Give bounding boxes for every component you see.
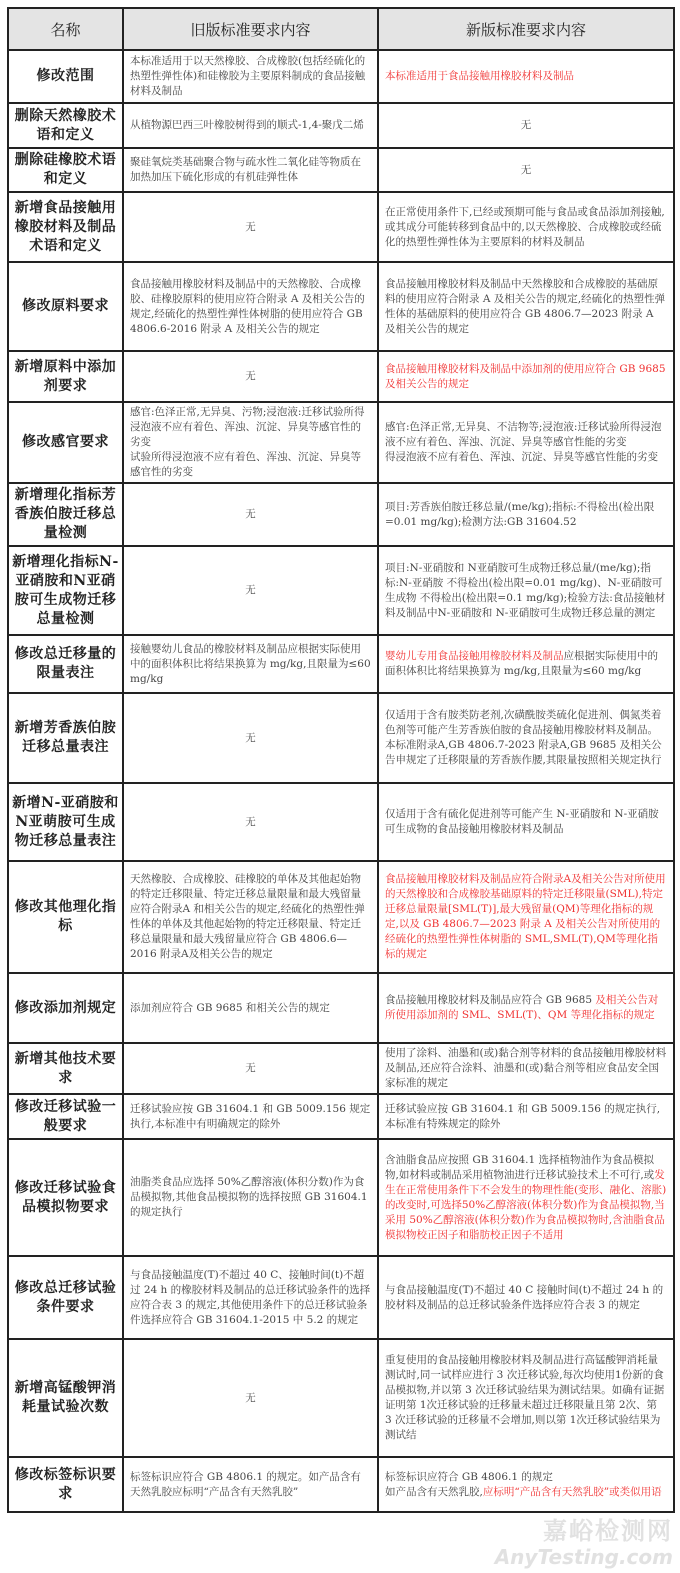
text-segment: 无 xyxy=(245,508,256,520)
highlighted-text: 婴幼儿专用食品接触用橡胶材料及制品 xyxy=(385,650,564,662)
table-row xyxy=(8,1043,674,1094)
table-row xyxy=(8,973,674,1043)
new-requirement xyxy=(378,783,674,861)
highlighted-text: 应标明“产品含有天然乳胶”或类似用语 xyxy=(482,1485,662,1498)
new-requirement xyxy=(378,1256,674,1339)
row-name: 新增芳香族伯胺迁移总量表注 xyxy=(8,693,123,783)
text-segment: 迁移试验应按 GB 31604.1 和 GB 5009.156 规定执行,本标准中有明确规定的除外 xyxy=(130,1102,371,1130)
old-requirement xyxy=(123,546,378,635)
text-segment: 从植物源巴西三叶橡胶树得到的顺式-1,4-聚戊二烯 xyxy=(130,119,364,131)
watermark-en: AnyTesting.com xyxy=(494,1545,673,1569)
new-requirement xyxy=(378,103,674,148)
text-segment: 与食品接触温度(T)不超过 40 C、接触时间(t)不超过 24 h 的橡胶材料及制品的总迁移试验条件的选择应符合表 3 的规定,其他使用条件下的总迁移试验条件选择应符合 GB 31604.1-2015 中 5.2 的规定 xyxy=(130,1268,371,1326)
text-segment: 无 xyxy=(245,731,256,744)
text-segment: 无 xyxy=(245,220,256,233)
old-requirement xyxy=(123,402,378,483)
table-row xyxy=(8,635,674,693)
new-requirement xyxy=(378,262,674,351)
text-segment: 项目:芳香族伯胺迁移总量/(me/kg);指标:不得检出(检出限=0.01 mg/kg);检测方法:GB 31604.52 xyxy=(385,500,655,528)
text-segment: 天然橡胶、合成橡胶、硅橡胶的单体及其他起始物的特定迁移限量、特定迁移总量限量和最大残留量应符合附录A 和相关公告的规定,经硫化的热塑性弹性体的单体及其他起始物的特定迁移限量、特定迁移总量限量和最大残留量应符合 GB 4806.6—2016 附录A及相关公告的规定 xyxy=(130,873,365,960)
text-segment: 食品接触用橡胶材料及制品中的天然橡胶、合成橡胶、硅橡胶原料的使用应符合附录 A 及相关公告的规定,经硫化的热塑性弹性体树脂的使用应符合 GB 4806.6-2016 附录 A 及相关公告的规定 xyxy=(130,277,365,335)
old-requirement xyxy=(123,1043,378,1094)
old-requirement xyxy=(123,103,378,148)
row-name: 修改迁移试验食品模拟物要求 xyxy=(8,1139,123,1256)
table-row xyxy=(8,1256,674,1339)
text-segment: 含油脂食品应按照 GB 31604.1 选择植物油作为食品模拟物,如材料或制品采用植物油进行迁移试验技术上不可行,或 xyxy=(385,1153,655,1181)
row-name: 修改范围 xyxy=(8,50,123,103)
row-name: 删除天然橡胶术语和定义 xyxy=(8,103,123,148)
row-name: 新增原料中添加剂要求 xyxy=(8,351,123,402)
row-name: 修改感官要求 xyxy=(8,402,123,483)
table-row xyxy=(8,861,674,973)
table-row xyxy=(8,262,674,351)
watermark-cn: 嘉峪检测网 xyxy=(543,1516,673,1545)
old-requirement xyxy=(123,192,378,262)
table-row xyxy=(8,783,674,861)
new-requirement xyxy=(378,148,674,192)
new-requirement xyxy=(378,973,674,1043)
new-requirement xyxy=(378,693,674,783)
new-requirement xyxy=(378,1094,674,1139)
old-requirement xyxy=(123,1256,378,1339)
text-segment: 迁移试验应按 GB 31604.1 和 GB 5009.156 的规定执行,本标准有特殊规定的除外 xyxy=(385,1102,661,1130)
text-segment: 聚硅氧烷类基础聚合物与疏水性二氧化硅等物质在加热加压下硫化形成的有机硅弹性体 xyxy=(130,156,361,183)
text-segment: 重复使用的食品接触用橡胶材料及制品进行高锰酸钾消耗量测试时,同一试样应进行 3 次迁移试验,每次均使用1份新的食品模拟物,并以第 3 次迁移试验结果为测试结果。如确有证据证明第 1次迁移试验的迁移量未超过迁移限量且第 2次、第 3 次迁移试验的迁移量不会增加,则以第 1次迁移试验结果为测试结 xyxy=(385,1354,665,1441)
standard-comparison-table xyxy=(7,7,675,1513)
new-requirement xyxy=(378,861,674,973)
text-segment: 感官:色泽正常,无异臭、污物;浸泡液:迁移试验所得浸泡液不应有着色、浑浊、沉淀、异臭等感官性的劣变 试验所得浸泡液不应有着色、浑浊、沉淀、异臭等感官性的劣变 xyxy=(130,406,365,478)
highlighted-text: 本标准适用于食品接触用橡胶材料及制品 xyxy=(385,70,574,82)
new-requirement xyxy=(378,192,674,262)
highlighted-text: 及相关公告对所使用添加剂的 SML、SML(T)、QM 等理化指标的规定 xyxy=(385,994,659,1021)
text-segment: 油脂类食品应选择 50%乙醇溶液(体积分数)作为食品模拟物,其他食品模拟物的选择按照 GB 31604.1 的规定执行 xyxy=(130,1176,368,1218)
new-requirement xyxy=(378,1339,674,1457)
row-name: 修改原料要求 xyxy=(8,262,123,351)
old-requirement xyxy=(123,1139,378,1256)
old-requirement xyxy=(123,783,378,861)
old-requirement xyxy=(123,693,378,783)
text-segment: 食品接触用橡胶材料及制品中天然橡胶和合成橡胶的基础原料的使用应符合附录 A 及相关公告的规定,经硫化的热塑性弹性体的基础原料的使用应符合 GB 4806.7—2023 附录 A 及相关公告的规定 xyxy=(385,277,666,335)
new-requirement xyxy=(378,635,674,693)
old-requirement xyxy=(123,148,378,192)
highlighted-text: 发生在正常使用条件下不会发生的物理性能(变形、融化、溶胀)的改变时,可选择50%乙醇溶液(体积分数)作为食品模拟物,当采用 50%乙醇溶液(体积分数)作为食品模拟物时,含油脂食品模拟物校正因子和脂肪校正因子不适用 xyxy=(385,1168,667,1241)
old-requirement xyxy=(123,861,378,973)
row-name: 新增食品接触用橡胶材料及制品术语和定义 xyxy=(8,192,123,262)
text-segment: 与食品接触温度(T)不超过 40 C 接触时间(t)不超过 24 h 的胶材料及制品的总迁移试验条件选择应符合表 3 的规定 xyxy=(385,1283,664,1311)
row-name: 新增理化指标N-亚硝胺和N亚硝胺可生成物迁移总量检测 xyxy=(8,546,123,635)
old-requirement xyxy=(123,1094,378,1139)
text-segment: 本标准适用于以天然橡胶、合成橡胶(包括经硫化的热塑性弹性体)和硅橡胶为主要原料制成的食品接触材料及制品 xyxy=(130,55,366,97)
new-requirement xyxy=(378,402,674,483)
text-segment: 感官:色泽正常,无异臭、不洁物等;浸泡液:迁移试验所得浸泡液不应有着色、浑浊、沉淀、异臭等感官性能的劣变 得浸泡液不应有着色、浑浊、沉淀、异臭等感官性能的劣变 xyxy=(385,421,662,463)
new-requirement xyxy=(378,1457,674,1512)
column-header-old: 旧版标准要求内容 xyxy=(123,8,378,50)
text-segment: 项目:N-亚硝胺和 N亚硝胺可生成物迁移总量/(me/kg);指标:N-亚硝胺 不得检出(检出限=0.01 mg/kg)、N-亚硝胺可生成物 不得检出(检出限=0.1 mg/kg);检验方法:食品接触材料及制品中N-亚硝胺和 N-亚硝胺可生成物迁移总量的测定 xyxy=(385,561,666,619)
text-segment: 仅适用于含有胺类防老剂,次磺酰胺类硫化促进剂、偶氮类着色剂等可能产生芳香族伯胺的食品接触用橡胶材料及制品。本标准附录A,GB 4806.7-2023 附录A,GB 9685 及相关公告申规定了迁移限量的芳香族作腰,其限量按照相关规定执行 xyxy=(385,709,662,766)
new-requirement xyxy=(378,1043,674,1094)
text-segment: 应根据实际使用中的面积体积比将结果换算为 mg/kg,且限量为≤60 mg/kg xyxy=(385,650,658,677)
text-segment: 食品接触用橡胶材料及制品应符合 GB 9685 xyxy=(385,994,596,1006)
text-segment: 无 xyxy=(245,584,256,596)
text-segment: 无 xyxy=(520,163,532,176)
row-name: 删除硅橡胶术语和定义 xyxy=(8,148,123,192)
old-requirement xyxy=(123,262,378,351)
highlighted-text: 食品接触用橡胶材料及制品中添加剂的使用应符合 GB 9685 及相关公告的规定 xyxy=(385,362,666,390)
text-segment: 添加剂应符合 GB 9685 和相关公告的规定 xyxy=(130,1001,330,1014)
table-row xyxy=(8,351,674,402)
new-requirement xyxy=(378,1139,674,1256)
table-row xyxy=(8,103,674,148)
table-row xyxy=(8,1139,674,1256)
table-row xyxy=(8,1339,674,1457)
new-requirement xyxy=(378,546,674,635)
text-segment: 无 xyxy=(245,370,256,382)
row-name: 修改迁移试验一般要求 xyxy=(8,1094,123,1139)
table-body xyxy=(8,50,674,1512)
table-row xyxy=(8,50,674,103)
text-segment: 无 xyxy=(245,815,256,828)
old-requirement xyxy=(123,973,378,1043)
table-row xyxy=(8,693,674,783)
watermark xyxy=(7,1517,673,1569)
table-row xyxy=(8,483,674,546)
old-requirement xyxy=(123,635,378,693)
old-requirement xyxy=(123,1339,378,1457)
table-row xyxy=(8,192,674,262)
row-name: 新增N-亚硝胺和N亚萌胺可生成物迁移总量表注 xyxy=(8,783,123,861)
old-requirement xyxy=(123,483,378,546)
highlighted-text: 食品接触用橡胶材料及制品应符合附录A及相关公告对所使用的天然橡胶和合成橡胶基础原料的特定迁移限量(SML),特定迁移总量限量[SML(T)],最大残留量(QM)等理化指标的规定,以及 GB 4806.7—2023 附录 A 及相关公告对所使用的经硫化的热塑性弹性体树脂的 SML,SML(T),QM等理化指标的规定 xyxy=(385,873,666,960)
row-name: 修改总迁移试验条件要求 xyxy=(8,1256,123,1339)
old-requirement xyxy=(123,351,378,402)
row-name: 修改其他理化指标 xyxy=(8,861,123,973)
text-segment: 无 xyxy=(245,1391,256,1404)
table-row xyxy=(8,1457,674,1512)
table-header-row xyxy=(8,8,674,50)
text-segment: 标签标识应符合 GB 4806.1 的规定。如产品含有天然乳胶应标明“产品含有天然乳胶” xyxy=(130,1470,361,1498)
row-name: 新增其他技术要求 xyxy=(8,1043,123,1094)
table-row xyxy=(8,402,674,483)
row-name: 修改总迁移量的限量表注 xyxy=(8,635,123,693)
text-segment: 在正常使用条件下,已经或预期可能与食品或食品添加剂接触,或其成分可能转移到食品中的,以天然橡胶、合成橡胶或经硫化的热塑性弹性体为主要原料的材料及制品 xyxy=(385,205,665,248)
text-segment: 接触婴幼儿食品的橡胶材料及制品应根据实际使用中的面积体积比将结果换算为 mg/kg,且限量为≤60 mg/kg xyxy=(130,642,371,685)
table-row xyxy=(8,148,674,192)
new-requirement xyxy=(378,351,674,402)
text-segment: 无 xyxy=(520,119,532,131)
row-name: 修改标签标识要求 xyxy=(8,1457,123,1512)
row-name: 修改添加剂规定 xyxy=(8,973,123,1043)
row-name: 新增高锰酸钾消耗量试验次数 xyxy=(8,1339,123,1457)
text-segment: 无 xyxy=(245,1062,256,1074)
old-requirement xyxy=(123,1457,378,1512)
text-segment: 使用了涂料、油墨和(或)黏合剂等材料的食品接触用橡胶材料及制品,还应符合涂料、油墨和(或)黏合剂等相应食品安全国家标准的规定 xyxy=(385,1047,667,1089)
column-header-name: 名称 xyxy=(8,8,123,50)
text-segment: 仅适用于含有硫化促进剂等可能产生 N-亚硝胺和 N-亚硝胺可生成物的食品接触用橡胶材料及制品 xyxy=(385,808,659,835)
column-header-new: 新版标准要求内容 xyxy=(378,8,674,50)
row-name: 新增理化指标芳香族伯胺迁移总量检测 xyxy=(8,483,123,546)
text-segment: 标签标识应符合 GB 4806.1 的规定 如产品含有天然乳胶, xyxy=(385,1470,553,1498)
table-row xyxy=(8,546,674,635)
new-requirement xyxy=(378,483,674,546)
new-requirement xyxy=(378,50,674,103)
table-row xyxy=(8,1094,674,1139)
old-requirement xyxy=(123,50,378,103)
